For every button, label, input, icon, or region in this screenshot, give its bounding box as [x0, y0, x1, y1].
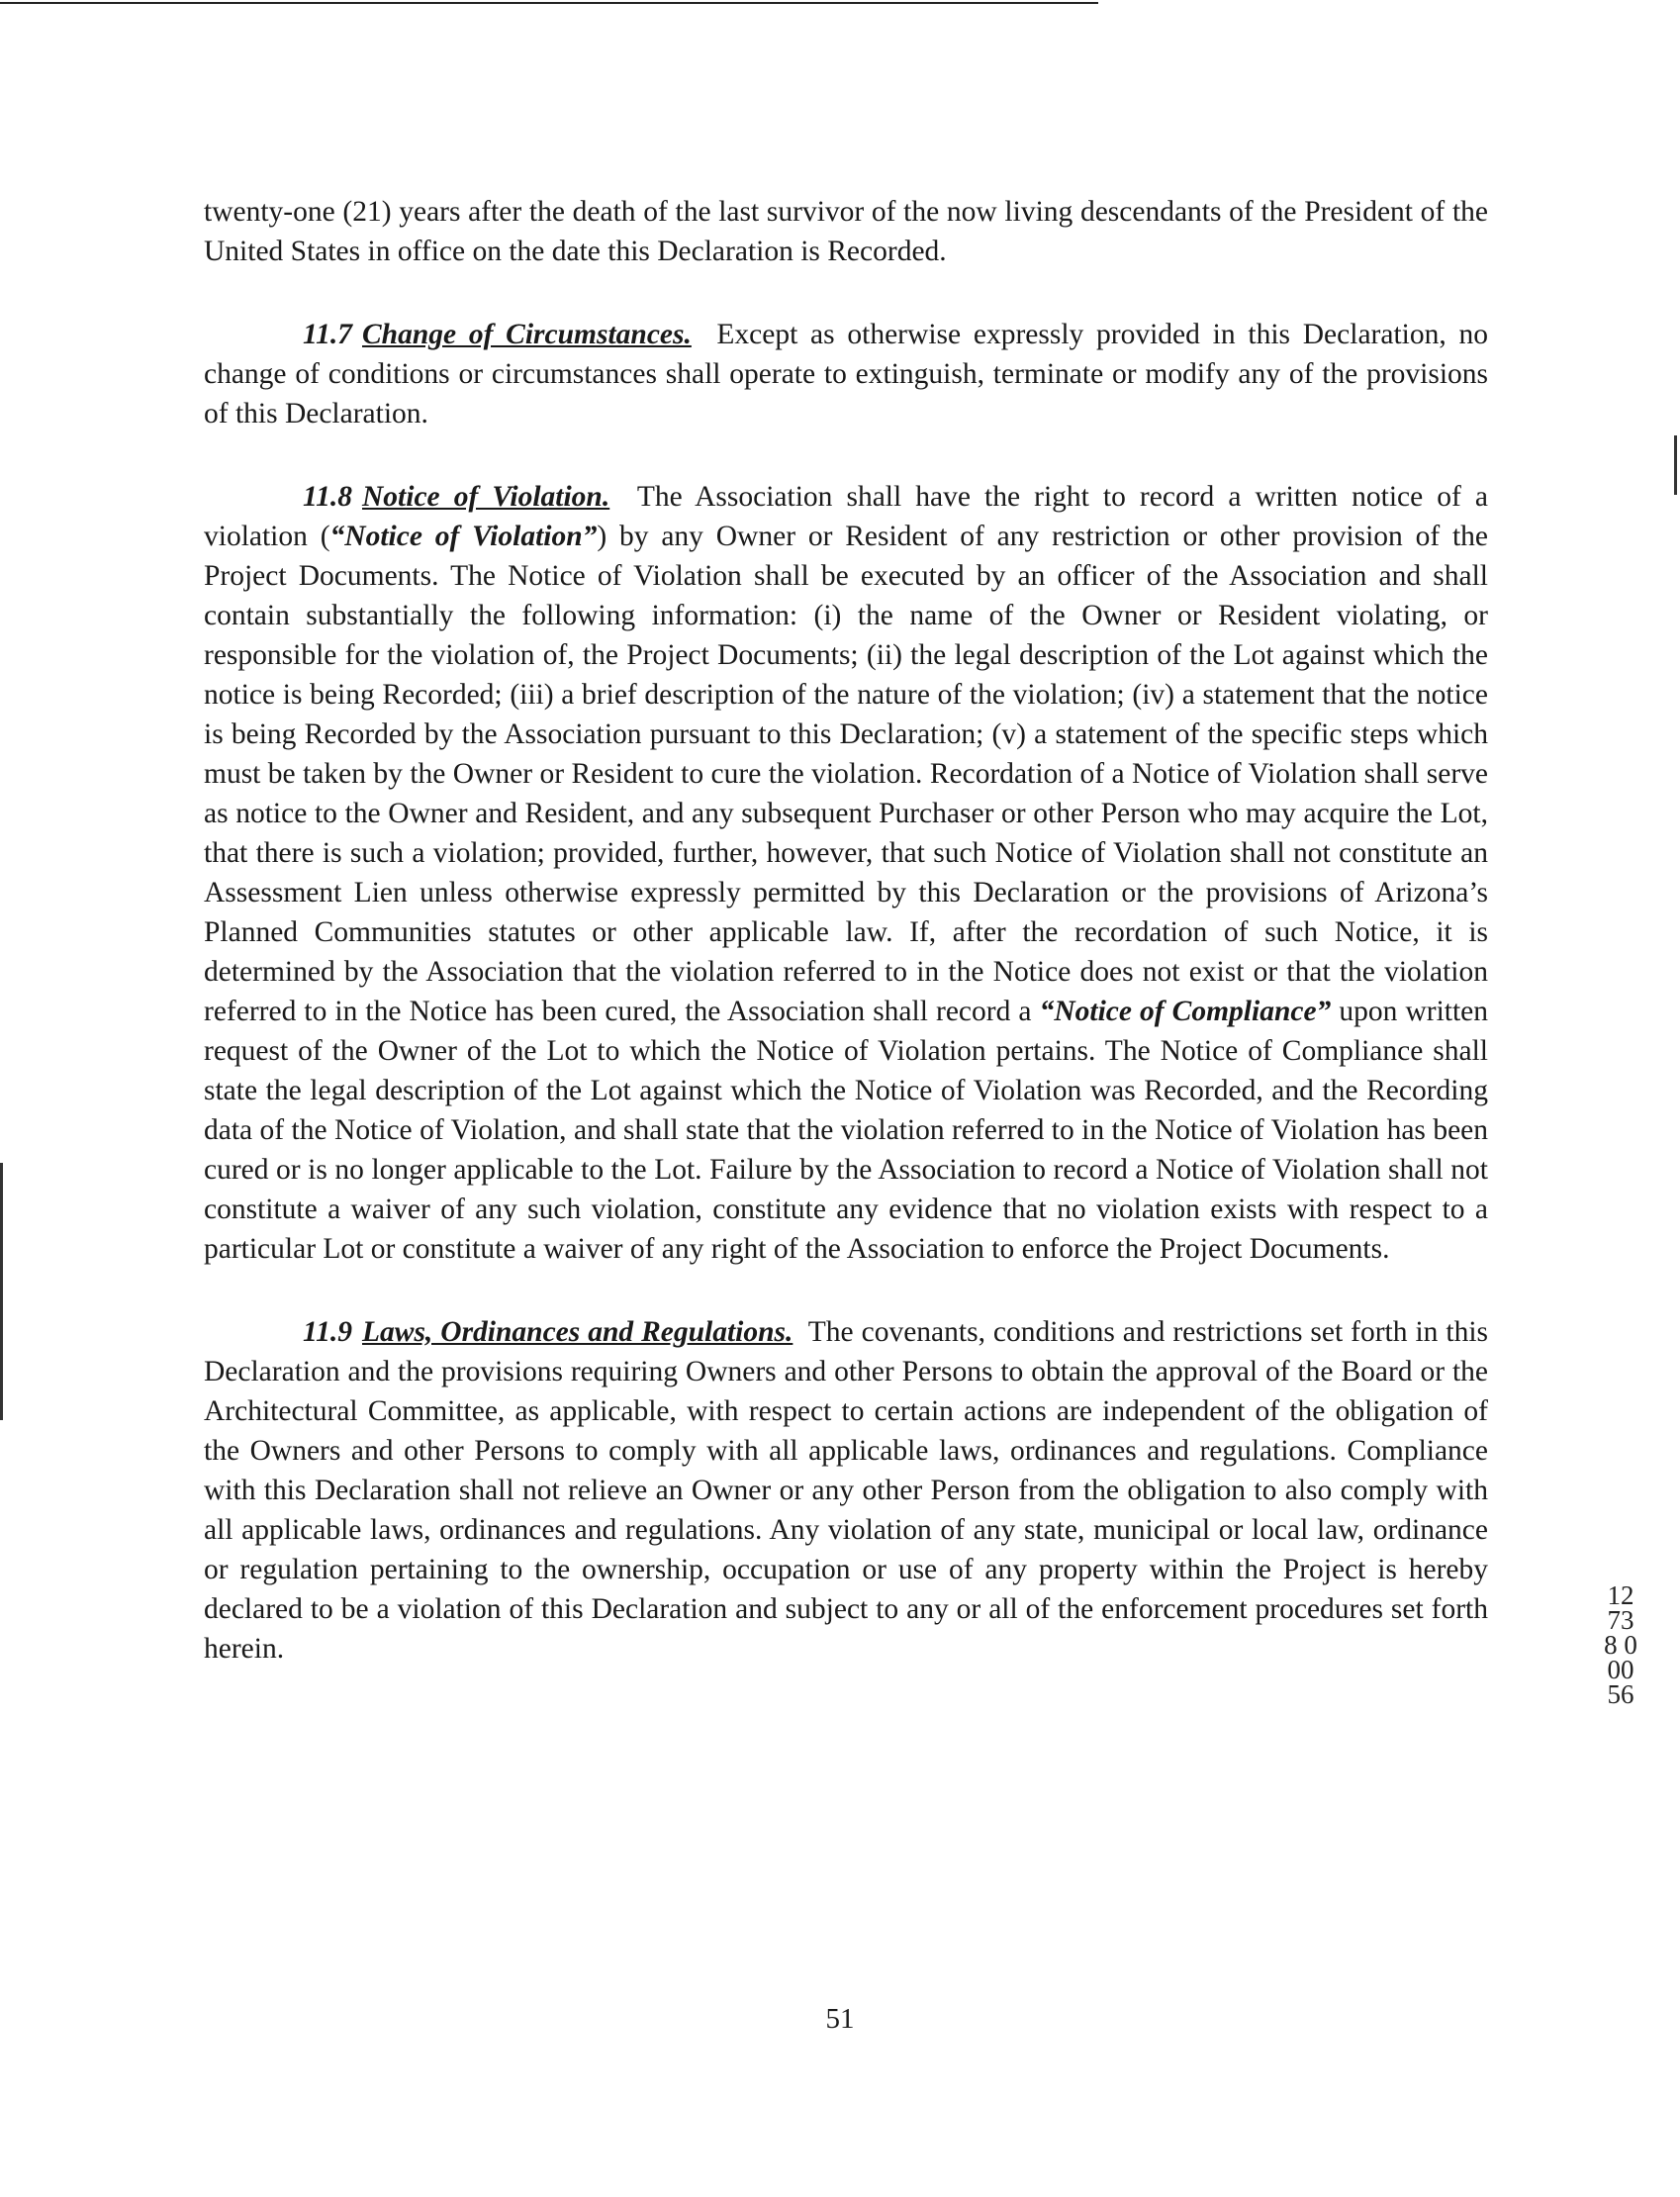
paragraph-11-6-continuation — [204, 192, 1488, 271]
section-title: Notice of Violation. — [362, 481, 610, 513]
section-number: 11.9 — [303, 1316, 352, 1348]
section-number: 11.8 — [303, 481, 352, 513]
section-text: The covenants, conditions and restrictions set forth in this Declaration and the provisions requiring Owners and other Persons to obtain the approval of the Board or the Architectural Committee, as applicable, with respect to certain actions are independent of the obligation of the Owners and other Persons to comply with all applicable laws, ordinances and regulations. Compliance with this Declaration shall not relieve an Owner or any other Person from the obligation to also comply with all applicable laws, ordinances and regulations. Any violation of any state, municipal or local law, ordinance or regulation pertaining to the ownership, occupation or use of any property within the Project is hereby declared to be a violation of this Declaration and subject to any or all of the enforcement procedures set forth herein. — [204, 1316, 1489, 1665]
paragraph-text: twenty-one (21) years after the death of the last survivor of the now living descendants of the President of the United States in office on the date this Declaration is Recorded. — [204, 196, 1488, 267]
section-title: Laws, Ordinances and Regulations. — [362, 1316, 793, 1348]
document-body — [204, 192, 1488, 1712]
section-11-9 — [204, 1312, 1488, 1669]
section-text-part-2: ) by any Owner or Resident of any restriction or other provision of the Project Documents. The Notice of Violation shall be executed by an officer of the Association and shall contain substantially the following information: (i) the name of the Owner or Resident violating, or responsible for the violation of, the Project Documents; (ii) the legal description of the Lot against which the notice is being Recorded; (iii) a brief description of the nature of the violation; (iv) a statement that the notice is being Recorded by the Association pursuant to this Declaration; (v) a statement of the specific steps which must be taken by the Owner or Resident to cure the violation. Recordation of a Notice of Violation shall serve as notice to the Owner and Resident, and any subsequent Purchaser or other Person who may acquire the Lot, that there is such a violation; provided, further, however, that such Notice of Violation shall not constitute an Assessment Lien unless otherwise expressly permitted by this Declaration or the provisions of Arizona’s Planned Communities statutes or other applicable law. If, after the recordation of such Notice, it is determined by the Association that the violation referred to in the Notice does not exist or that the violation referred to in the Notice has been cured, the Association shall record a — [204, 521, 1489, 1027]
page-number: 51 — [825, 2003, 855, 2035]
section-title: Change of Circumstances. — [362, 319, 692, 350]
defined-term-notice-of-compliance: “Notice of Compliance” — [1039, 996, 1332, 1027]
top-scan-rule — [0, 2, 1098, 4]
left-edge-scan-mark — [0, 1163, 3, 1420]
right-edge-scan-mark — [1674, 435, 1677, 495]
section-number: 11.7 — [303, 319, 352, 350]
section-text-part-1: The Association shall have the right to record a written notice of a violation ( — [204, 481, 1488, 552]
section-text: Except as otherwise expressly provided in this Declaration, no change of conditions or circumstances shall operate to extinguish, terminate or modify any of the provisions of this Declaration. — [204, 319, 1488, 430]
section-text-part-3: upon written request of the Owner of the Lot to which the Notice of Violation pertains. The Notice of Compliance shall state the legal description of the Lot against which the Notice of Violation was Recorded, and the Recording data of the Notice of Violation, and shall state that the violation referred to in the Notice of Violation has been cured or is no longer applicable to the Lot. Failure by the Association to record a Notice of Violation shall not constitute a waiver of any such violation, constitute any evidence that no violation exists with respect to a particular Lot or constitute a waiver of any right of the Association to enforce the Project Documents. — [204, 996, 1488, 1265]
recording-stamp: 12738 00056 — [1604, 1580, 1637, 1709]
section-11-7 — [204, 315, 1488, 433]
section-11-8 — [204, 477, 1488, 1269]
defined-term-notice-of-violation: “Notice of Violation” — [329, 521, 598, 552]
